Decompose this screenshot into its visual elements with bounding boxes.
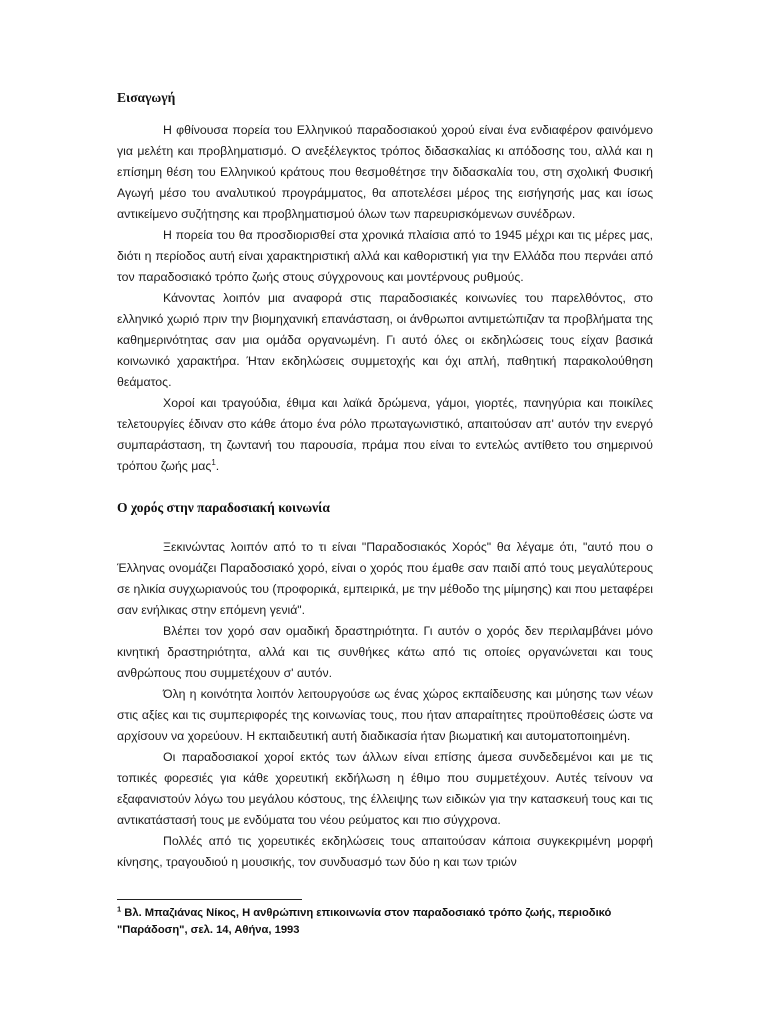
paragraph-with-footnote	[117, 393, 653, 477]
paragraph: Κάνοντας λοιπόν μια αναφορά στις παραδοσιακές κοινωνίες του παρελθόντος, στο ελληνικό χωριό πριν την βιομηχανική επανάσταση, οι άνθρωποι αντιμετώπιζαν τα προβλήματα της καθημερινότητας σαν μια ομάδα οργανωμένη. Γι αυτό όλες οι εκδηλώσεις τους είχαν βασικά κοινωνικό χαρακτήρα. Ήταν εκδηλώσεις συμμετοχής και όχι απλή, παθητική παρακολούθηση θεάματος.	[117, 291, 653, 389]
paragraph-text: Χοροί και τραγούδια, έθιμα και λαϊκά δρώμενα, γάμοι, γιορτές, πανηγύρια και ποικίλες τελετουργίες έδιναν στο κάθε άτομο ένα ρόλο πρωταγωνιστικό, απαιτούσαν απ' αυτόν την ενεργό συμπαράσταση, τη ζωντανή του παρουσία, πράμα που είναι το εντελώς αντίθετο του σημερινού τρόπου ζωής μας	[117, 396, 653, 473]
section-introduction	[117, 88, 653, 477]
paragraph: Η πορεία του θα προσδιορισθεί στα χρονικά πλαίσια από το 1945 μέχρι και τις μέρες μας, διότι η περίοδος αυτή είναι χαρακτηριστική αλλά και καθοριστική για την Ελλάδα που περνάει από τον παραδοσιακό τρόπο ζωής στους σύγχρονους και μοντέρνους ρυθμούς.	[117, 228, 653, 284]
paragraph-end: .	[215, 459, 220, 473]
section-heading-traditional-dance: Ο χορός στην παραδοσιακή κοινωνία	[117, 500, 330, 515]
footnote-text: Βλ. Μπαζιάνας Νίκος, Η ανθρώπινη επικοινωνία στον παραδοσιακό τρόπο ζωής, περιοδικό "Παράδοση", σελ. 14, Αθήνα, 1993	[117, 907, 612, 936]
section-traditional-society	[117, 498, 653, 873]
paragraph: Οι παραδοσιακοί χοροί εκτός των άλλων είναι επίσης άμεσα συνδεδεμένοι και με τις τοπικές φορεσιές για κάθε χορευτική εκδήλωση η έθιμο που συμμετέχουν. Αυτές τείνουν να εξαφανιστούν λόγω του μεγάλου κόστους, της έλλειψης των ειδικών για την κατασκευή τους και τις αντικατάστασή τους με ενδύματα του νέου ρεύματος και πιο σύγχρονα.	[117, 750, 653, 827]
paragraph: Η φθίνουσα πορεία του Ελληνικού παραδοσιακού χορού είναι ένα ενδιαφέρον φαινόμενο για μελέτη και προβληματισμό. Ο ανεξέλεγκτος τρόπος διδασκαλίας κι απόδοσης του, αλλά και η επίσημη θέση του Ελληνικού κράτους που θεσμοθέτησε την διδασκαλία του, στη σχολική Φυσική Αγωγή μέσο του αναλυτικού προγράμματος, θα αποτελέσει μέρος της εισήγησής μας και ίσως αντικείμενο συζήτησης και προβληματισμού όλων των παρευρισκόμενων συνέδρων.	[117, 123, 653, 221]
paragraph: Βλέπει τον χορό σαν ομαδική δραστηριότητα. Γι αυτόν ο χορός δεν περιλαμβάνει μόνο κινητική δραστηριότητα, αλλά και τις συνθήκες κάτω από τις οποίες οργανώνεται και τους ανθρώπους που συμμετέχουν σ' αυτόν.	[117, 624, 653, 680]
footnote-number: 1	[117, 904, 122, 914]
section-heading-introduction: Εισαγωγή	[117, 90, 176, 105]
footnote	[117, 905, 653, 939]
paragraph: Πολλές από τις χορευτικές εκδηλώσεις τους απαιτούσαν κάποια συγκεκριμένη μορφή κίνησης, τραγουδιού η μουσικής, τον συνδυασμό των δύο η και των τριών	[117, 834, 653, 869]
footnote-separator	[117, 899, 302, 900]
footnote-reference: 1	[211, 457, 216, 467]
paragraph: Ξεκινώντας λοιπόν από το τι είναι "Παραδοσιακός Χορός" θα λέγαμε ότι, "αυτό που ο Έλληνας ονομάζει Παραδοσιακό χορό, είναι ο χορός που έμαθε σαν παιδί από τους μεγαλύτερους σε ηλικία συγχωριανούς του (προφορικά, εμπειρικά, με την μέθοδο της μίμησης) και που μεταφέρει σαν ενήλικας στην επόμενη γενιά".	[117, 540, 653, 617]
paragraph: Όλη η κοινότητα λοιπόν λειτουργούσε ως ένας χώρος εκπαίδευσης και μύησης των νέων στις αξίες και τις συμπεριφορές της κοινωνίας τους, που ήταν απαραίτητες προϋποθέσεις ώστε να αρχίσουν να χορεύουν. Η εκπαιδευτική αυτή διαδικασία ήταν βιωματική και αυτοματοποιημένη.	[117, 687, 653, 743]
